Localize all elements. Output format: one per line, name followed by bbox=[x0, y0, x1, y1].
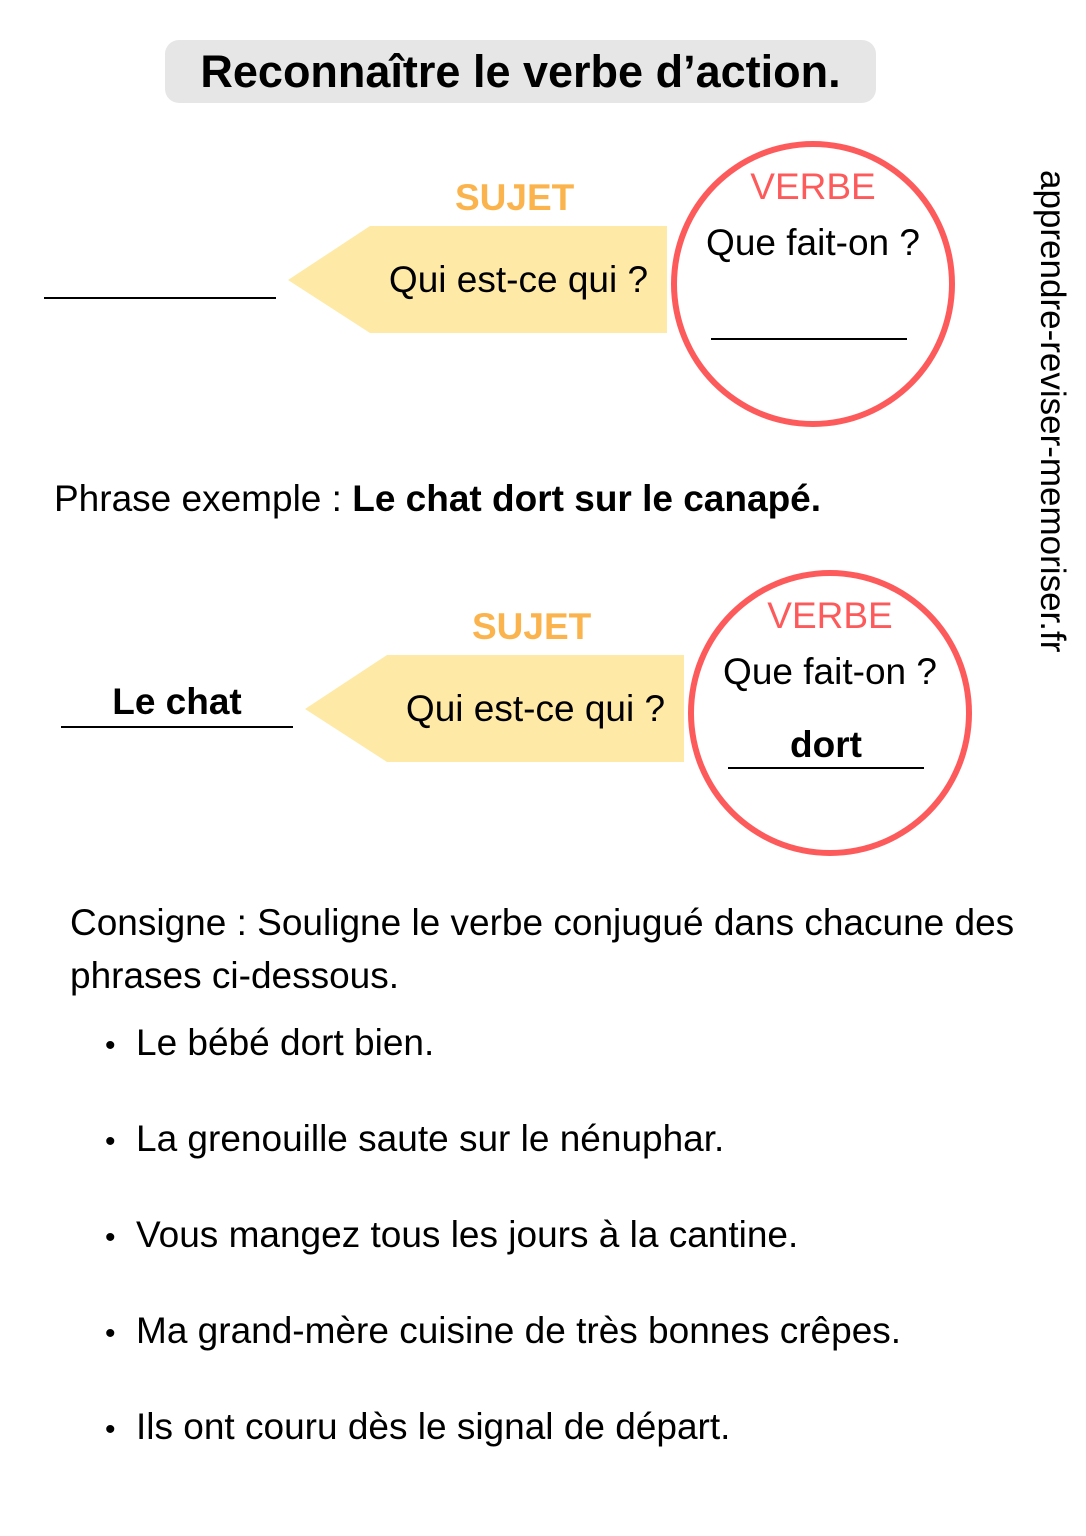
diagram-blank bbox=[0, 140, 1000, 440]
watermark: apprendre-reviser-memoriser.fr bbox=[1033, 170, 1072, 653]
sujet-answer-line bbox=[61, 726, 293, 728]
sujet-question: Qui est-ce qui ? bbox=[388, 258, 649, 300]
sentence: Le bébé dort bien. bbox=[136, 1022, 435, 1063]
list-item: • Le bébé dort bien. bbox=[105, 1022, 435, 1063]
verbe-label: VERBE bbox=[750, 166, 876, 207]
example-phrase bbox=[54, 478, 821, 520]
sentence: Ils ont couru dès le signal de départ. bbox=[136, 1406, 731, 1447]
sujet-answer: Le chat bbox=[112, 681, 242, 722]
verbe-answer-line bbox=[728, 767, 924, 769]
list-item: • La grenouille saute sur le nénuphar. bbox=[105, 1118, 725, 1159]
verbe-question: Que fait-on ? bbox=[723, 651, 937, 692]
sentence: Ma grand-mère cuisine de très bonnes crêpes. bbox=[136, 1310, 902, 1351]
diagram-example bbox=[17, 569, 1017, 869]
verbe-question: Que fait-on ? bbox=[706, 222, 920, 263]
example-sentence: Le chat dort sur le canapé. bbox=[352, 478, 822, 519]
sujet-blank-line bbox=[44, 297, 276, 299]
list-item: • Vous mangez tous les jours à la cantine. bbox=[105, 1214, 799, 1255]
sujet-label: SUJET bbox=[455, 177, 575, 218]
consigne: Consigne : Souligne le verbe conjugué dans chacune des phrases ci-dessous. bbox=[70, 902, 1015, 996]
verbe-answer: dort bbox=[790, 724, 862, 765]
page-title: Reconnaître le verbe d’action. bbox=[200, 45, 841, 97]
list-item: • Ils ont couru dès le signal de départ. bbox=[105, 1406, 731, 1447]
list-item: • Ma grand-mère cuisine de très bonnes crêpes. bbox=[105, 1310, 902, 1351]
sujet-question: Qui est-ce qui ? bbox=[405, 687, 666, 729]
sentence: La grenouille saute sur le nénuphar. bbox=[136, 1118, 725, 1159]
title-box bbox=[165, 40, 876, 103]
sentence-list bbox=[105, 1022, 901, 1502]
sujet-label: SUJET bbox=[472, 606, 592, 647]
sentence: Vous mangez tous les jours à la cantine. bbox=[136, 1214, 799, 1255]
example-label: Phrase exemple : bbox=[54, 478, 353, 519]
verbe-label: VERBE bbox=[767, 595, 893, 636]
verbe-blank-line bbox=[711, 338, 907, 340]
